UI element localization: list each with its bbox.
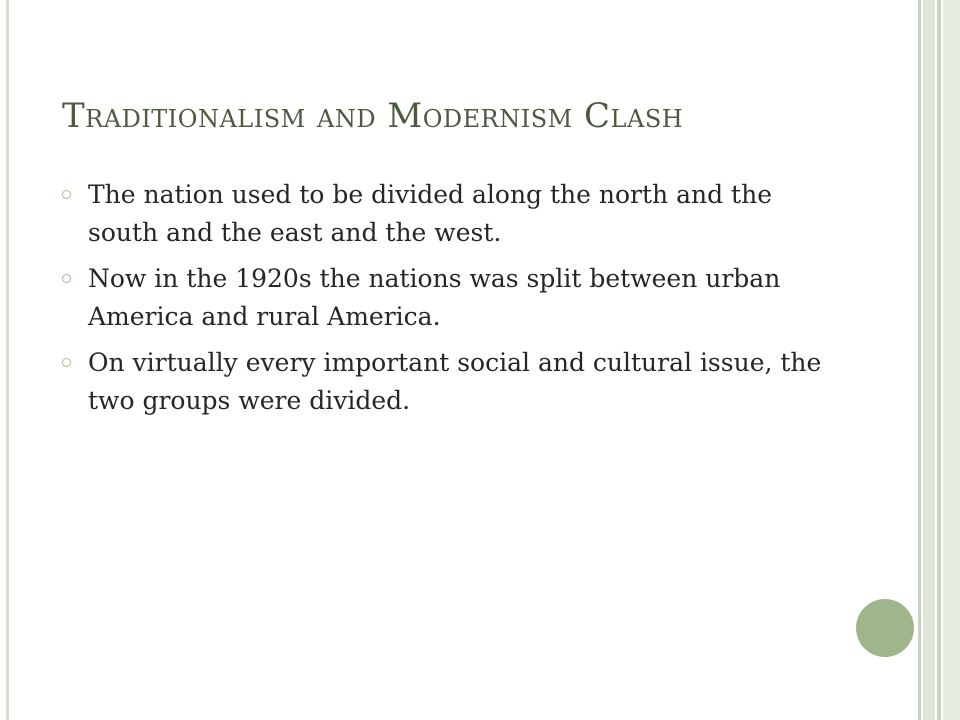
bullet-item [62, 176, 822, 252]
bullet-item [62, 260, 822, 336]
bullet-circle-icon [62, 274, 71, 283]
left-border-line [6, 0, 9, 720]
border-stripe [937, 0, 941, 720]
bullet-list [62, 176, 822, 428]
bullet-item [62, 344, 822, 420]
bullet-text: On virtually every important social and cultural issue, the two groups were divided. [88, 348, 822, 415]
border-stripe [943, 0, 960, 720]
right-border-stripes [918, 0, 960, 720]
bullet-text: The nation used to be divided along the north and the south and the east and the west. [88, 180, 772, 247]
bullet-circle-icon [62, 358, 71, 367]
accent-circle-decoration [856, 599, 914, 657]
border-stripe [923, 0, 935, 720]
border-stripe [918, 0, 921, 720]
slide-title: Traditionalism and Modernism Clash [62, 96, 684, 136]
bullet-text: Now in the 1920s the nations was split between urban America and rural America. [88, 264, 781, 331]
bullet-circle-icon [62, 190, 71, 199]
